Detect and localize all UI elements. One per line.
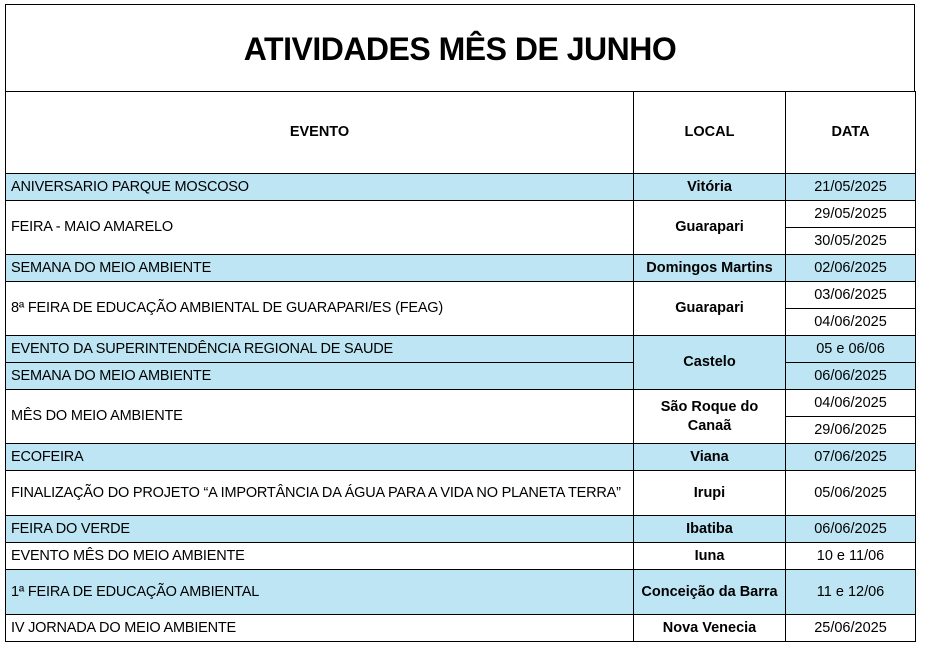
local-cell: Guarapari [634, 201, 786, 255]
local-cell: Conceição da Barra [634, 570, 786, 615]
header-row [6, 92, 916, 174]
date-cell: 29/05/2025 [786, 201, 916, 228]
local-cell: Guarapari [634, 282, 786, 336]
header-data: DATA [786, 92, 916, 174]
event-cell: FEIRA DO VERDE [6, 516, 634, 543]
header-evento: EVENTO [6, 92, 634, 174]
date-cell: 05 e 06/06 [786, 336, 916, 363]
date-cell: 11 e 12/06 [786, 570, 916, 615]
event-cell: EVENTO DA SUPERINTENDÊNCIA REGIONAL DE SAUDE [6, 336, 634, 363]
local-cell: Castelo [634, 336, 786, 390]
date-cell: 07/06/2025 [786, 444, 916, 471]
date-cell: 05/06/2025 [786, 471, 916, 516]
table-row [6, 174, 916, 201]
event-cell: FEIRA - MAIO AMARELO [6, 201, 634, 255]
local-cell: Nova Venecia [634, 615, 786, 642]
table-row [6, 471, 916, 516]
date-cell: 04/06/2025 [786, 309, 916, 336]
date-cell: 29/06/2025 [786, 417, 916, 444]
page-title: ATIVIDADES MÊS DE JUNHO [243, 30, 677, 67]
date-cell: 25/06/2025 [786, 615, 916, 642]
event-cell: ECOFEIRA [6, 444, 634, 471]
title-cell [5, 4, 915, 91]
table-row [6, 390, 916, 417]
table-row [6, 201, 916, 228]
event-cell: 8ª FEIRA DE EDUCAÇÃO AMBIENTAL DE GUARAPARI/ES (FEAG) [6, 282, 634, 336]
activities-table [5, 91, 916, 642]
local-cell: Vitória [634, 174, 786, 201]
date-cell: 10 e 11/06 [786, 543, 916, 570]
event-cell: EVENTO MÊS DO MEIO AMBIENTE [6, 543, 634, 570]
event-cell: ANIVERSARIO PARQUE MOSCOSO [6, 174, 634, 201]
table-row [6, 543, 916, 570]
date-cell: 02/06/2025 [786, 255, 916, 282]
event-cell: 1ª FEIRA DE EDUCAÇÃO AMBIENTAL [6, 570, 634, 615]
event-cell: SEMANA DO MEIO AMBIENTE [6, 255, 634, 282]
local-cell: Domingos Martins [634, 255, 786, 282]
local-cell: Irupi [634, 471, 786, 516]
date-cell: 04/06/2025 [786, 390, 916, 417]
local-cell: Viana [634, 444, 786, 471]
local-cell: São Roque do Canaã [634, 390, 786, 444]
event-cell: SEMANA DO MEIO AMBIENTE [6, 363, 634, 390]
table-row [6, 336, 916, 363]
local-cell: Ibatiba [634, 516, 786, 543]
date-cell: 21/05/2025 [786, 174, 916, 201]
event-cell: MÊS DO MEIO AMBIENTE [6, 390, 634, 444]
header-local: LOCAL [634, 92, 786, 174]
event-cell: FINALIZAÇÃO DO PROJETO “A IMPORTÂNCIA DA ÁGUA PARA A VIDA NO PLANETA TERRA” [6, 471, 634, 516]
date-cell: 30/05/2025 [786, 228, 916, 255]
table-row [6, 516, 916, 543]
table-row [6, 615, 916, 642]
table-row [6, 282, 916, 309]
date-cell: 03/06/2025 [786, 282, 916, 309]
date-cell: 06/06/2025 [786, 516, 916, 543]
event-cell: IV JORNADA DO MEIO AMBIENTE [6, 615, 634, 642]
date-cell: 06/06/2025 [786, 363, 916, 390]
activities-sheet [5, 4, 915, 642]
table-row [6, 255, 916, 282]
table-row [6, 570, 916, 615]
local-cell: Iuna [634, 543, 786, 570]
table-row [6, 444, 916, 471]
